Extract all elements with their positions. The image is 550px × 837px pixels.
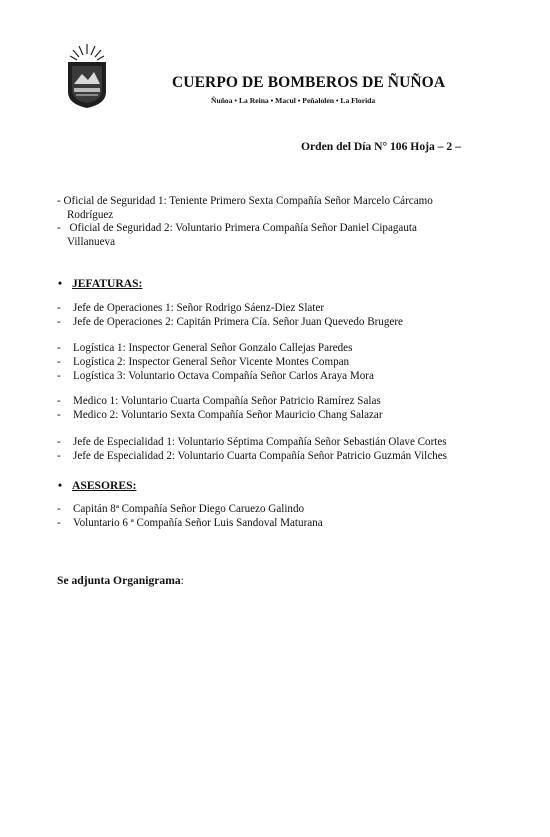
organization-title: CUERPO DE BOMBEROS DE ÑUÑOA [172,74,446,91]
annex-note-label: Se adjunta Organigrama [57,574,181,587]
list-item-text: Jefe de Especialidad 1: Voluntario Séptima Compañía Señor Sebastián Olave Cortes [73,436,447,448]
list-item [57,394,381,408]
list-item-text: Jefe de Especialidad 2: Voluntario Cuarta Compañía Señor Patricio Guzmán Vilches [73,450,447,462]
list-item-text: Jefe de Operaciones 2: Capitán Primera Cía. Señor Juan Quevedo Brugere [73,316,403,328]
list-item [57,341,352,355]
safety-officer-1-line2: Rodríguez [67,209,114,221]
fire-department-emblem-icon [64,40,110,110]
organization-communes: Ñuñoa • La Reina • Macul • Peñalolen • La Florida [211,96,376,105]
list-item [57,408,383,422]
safety-officer-2 [57,221,417,235]
list-item [57,355,349,369]
jefaturas-heading-label: JEFATURAS: [72,277,143,290]
list-item [57,449,447,463]
order-number: Orden del Día N° 106 Hoja – 2 – [301,140,461,153]
list-item [57,435,447,449]
list-item-text: Medico 2: Voluntario Sexta Compañía Señor Mauricio Chang Salazar [73,409,383,421]
list-dash: - [57,503,61,515]
list-dash: - [57,342,61,354]
list-item-text: Logística 2: Inspector General Señor Vicente Montes Compan [73,356,350,368]
list-item [57,502,304,516]
list-dash: - [57,409,61,421]
bullet-icon: • [58,479,63,492]
list-item-text: Voluntario 6 ª Compañía Señor Luis Sandoval Maturana [73,517,323,529]
list-dash: - [57,316,61,328]
list-item-text: Medico 1: Voluntario Cuarta Compañía Señor Patricio Ramírez Salas [73,395,381,407]
list-dash: - [57,370,61,382]
safety-officer-2-line1: Oficial de Seguridad 2: Voluntario Primera Compañía Señor Daniel Cipagauta [69,222,417,234]
list-item-text: Logística 1: Inspector General Señor Gonzalo Callejas Paredes [73,342,353,354]
list-item [57,369,374,383]
list-dash: - [57,395,61,407]
safety-officer-1 [57,194,433,208]
jefaturas-heading [58,277,142,290]
safety-officer-2-line2: Villanueva [67,236,116,248]
list-dash: - [57,450,61,462]
asesores-heading-label: ASESORES: [72,479,137,492]
list-item [57,315,403,329]
list-dash: - [57,222,61,234]
list-dash: - [57,302,61,314]
list-item-text: Logística 3: Voluntario Octava Compañía Señor Carlos Araya Mora [73,370,374,382]
list-item [57,301,324,315]
list-item-text: Capitán 8ª Compañía Señor Diego Caruezo Galindo [73,503,305,515]
annex-note [57,574,184,587]
list-dash: - [57,517,61,529]
bullet-icon: • [58,277,63,290]
list-dash: - [57,436,61,448]
list-dash: - [57,195,61,207]
safety-officer-1-line1: Oficial de Seguridad 1: Teniente Primero Sexta Compañía Señor Marcelo Cárcamo [63,195,433,207]
asesores-heading [58,479,136,492]
list-item-text: Jefe de Operaciones 1: Señor Rodrigo Sáenz-Diez Slater [73,302,325,314]
list-dash: - [57,356,61,368]
annex-note-colon: : [180,574,184,587]
list-item [57,516,323,530]
